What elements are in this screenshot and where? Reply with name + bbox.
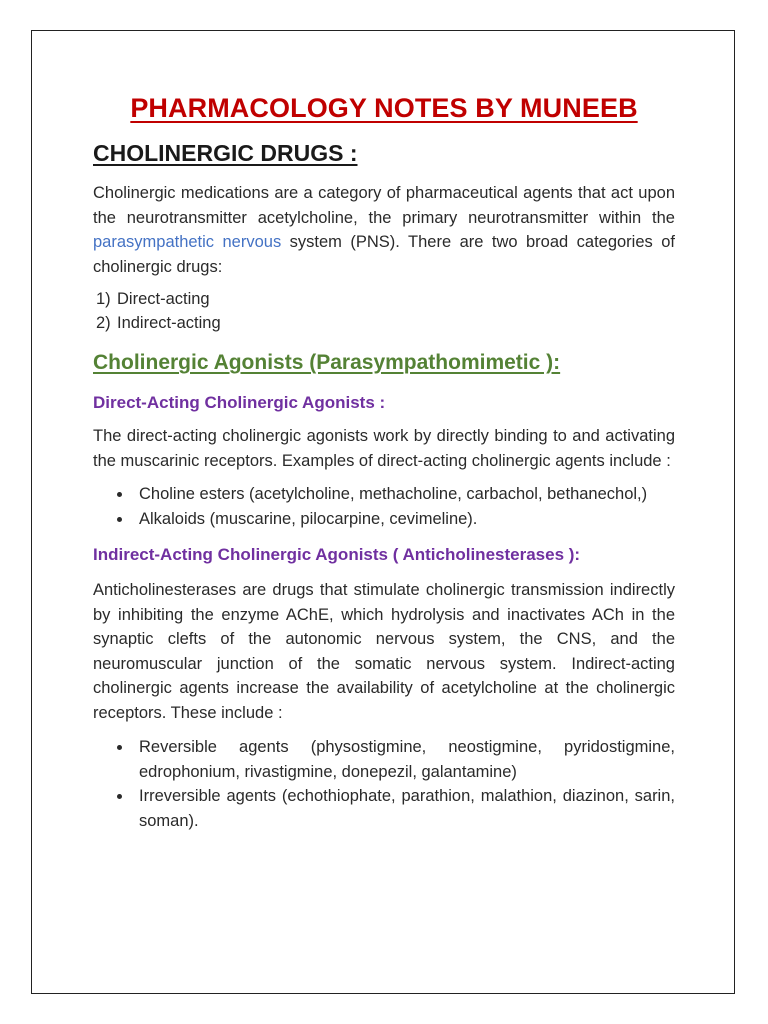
intro-paragraph (93, 181, 675, 279)
categories-list (93, 288, 675, 335)
document-title: PHARMACOLOGY NOTES BY MUNEEB (130, 93, 638, 123)
indirect-acting-list (93, 735, 675, 833)
list-text: Indirect-acting (117, 313, 221, 332)
list-item (96, 312, 675, 336)
list-text: Direct-acting (117, 290, 210, 308)
list-item (93, 735, 675, 784)
list-text: Irreversible agents (echothiophate, parathion, malathion, diazinon, sarin, soman). (139, 787, 675, 830)
agonists-heading: Cholinergic Agonists (Parasympathomimetic ): (93, 351, 561, 374)
indirect-acting-heading: Indirect-Acting Cholinergic Agonists ( Anticholinesterases ): (93, 545, 581, 564)
bullet-icon (117, 492, 122, 497)
section-heading: CHOLINERGIC DRUGS : (93, 140, 358, 166)
list-number: 2) (96, 313, 111, 332)
list-item (93, 482, 675, 507)
bullet-icon (117, 745, 122, 750)
list-item (96, 288, 675, 312)
list-text: Reversible agents (physostigmine, neostigmine, pyridostigmine, edrophonium, rivastigmine, donepezil, galantamine) (139, 738, 675, 781)
list-item (93, 507, 675, 532)
document-content (93, 88, 675, 833)
list-number: 1) (96, 290, 111, 308)
direct-acting-paragraph: The direct-acting cholinergic agonists work by directly binding to and activating the muscarinic receptors. Examples of direct-acting cholinergic agents include : (93, 427, 675, 470)
list-item (93, 784, 675, 833)
parasympathetic-link[interactable]: parasympathetic nervous (93, 233, 282, 251)
bullet-icon (117, 794, 122, 799)
direct-acting-heading: Direct-Acting Cholinergic Agonists : (93, 393, 386, 412)
intro-text-start: Cholinergic medications are a category of pharmaceutical agents that act upon the neurotransmitter acetylcholine, the primary neurotransmitter within the (93, 184, 675, 227)
list-text: Choline esters (acetylcholine, methacholine, carbachol, bethanechol,) (139, 485, 648, 503)
indirect-acting-paragraph: Anticholinesterases are drugs that stimulate cholinergic transmission indirectly by inhibiting the enzyme AChE, which hydrolysis and inactivates ACh in the synaptic clefts of the autonomic nervous system, the CNS, and the neuromuscular junction of the somatic nervous system. Indirect-acting cholinergic agents increase the availability of acetylcholine at the cholinergic receptors. These include : (93, 581, 675, 722)
intro-text-end: system (PNS). There are two broad categories of cholinergic drugs: (93, 233, 675, 276)
list-text: Alkaloids (muscarine, pilocarpine, cevimeline). (139, 509, 478, 528)
bullet-icon (117, 517, 122, 522)
direct-acting-list (93, 482, 675, 531)
